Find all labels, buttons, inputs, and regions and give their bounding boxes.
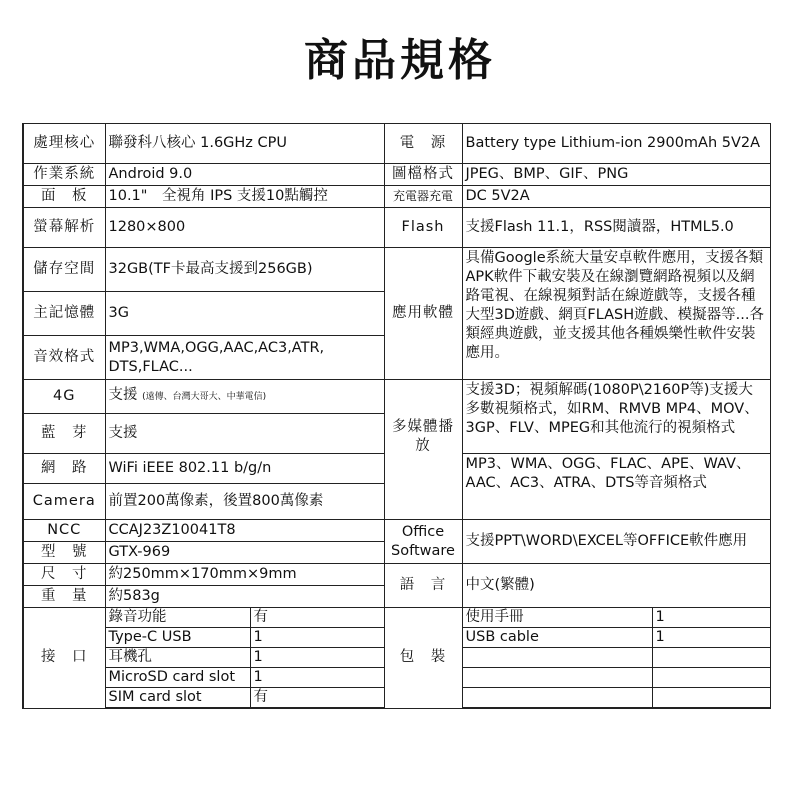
package-item-value: 1 [652, 608, 770, 628]
spec-row [23, 164, 770, 186]
flash-label: Flash [384, 208, 462, 248]
ram-label: 主記憶體 [23, 292, 105, 336]
ram-value: 3G [105, 292, 384, 336]
port-name: SIM card slot [105, 688, 250, 709]
flash-value: 支援Flash 11.1，RSS閱讀器，HTML5.0 [462, 208, 770, 248]
lte-carriers-note: (遠傳、台灣大哥大、中華電信) [142, 392, 267, 402]
port-name: 錄音功能 [105, 608, 250, 628]
package-item-value [652, 648, 770, 668]
spec-row [23, 124, 770, 164]
camera-label: Camera [23, 484, 105, 520]
storage-value: 32GB(TF卡最高支援到256GB) [105, 248, 384, 292]
bluetooth-label: 藍 芽 [23, 414, 105, 454]
network-label: 網 路 [23, 454, 105, 484]
model-label: 型 號 [23, 542, 105, 564]
port-value: 有 [250, 688, 384, 709]
port-value: 1 [250, 628, 384, 648]
port-name: Type-C USB [105, 628, 250, 648]
apps-value: 具備Google系統大量安卓軟件應用，支援各類APK軟件下載安裝及在線瀏覽網路視頻以及網路電視、在線視頻對話在線遊戲等，支援各種大型3D遊戲、網頁FLASH遊戲、模擬器等...各類經典遊戲，並支援其他各種娛樂性軟件安裝應用。 [462, 248, 770, 380]
image-format-value: JPEG、BMP、GIF、PNG [462, 164, 770, 186]
package-label: 包 裝 [384, 608, 462, 709]
resolution-label: 螢幕解析 [23, 208, 105, 248]
office-label: Office Software [384, 520, 462, 564]
package-item-value [652, 668, 770, 688]
storage-label: 儲存空間 [23, 248, 105, 292]
lte-value [105, 380, 384, 414]
size-label: 尺 寸 [23, 564, 105, 586]
package-item-name [462, 688, 652, 709]
bluetooth-value: 支援 [105, 414, 384, 454]
page-title: 商品規格 [304, 35, 496, 86]
weight-value: 約583g [105, 586, 384, 608]
package-item-name: 使用手冊 [462, 608, 652, 628]
power-value: Battery type Lithium-ion 2900mAh 5V2A [462, 124, 770, 164]
port-name: 耳機孔 [105, 648, 250, 668]
port-name: MicroSD card slot [105, 668, 250, 688]
package-item-name [462, 648, 652, 668]
package-item-value [652, 688, 770, 709]
power-label: 電 源 [384, 124, 462, 164]
multimedia-label: 多媒體播放 [384, 380, 462, 520]
language-label: 語 言 [384, 564, 462, 608]
audio-formats-value: MP3、WMA、OGG、FLAC、APE、WAV、AAC、AC3、ATRA、DTS等音頻格式 [462, 454, 770, 520]
os-value: Android 9.0 [105, 164, 384, 186]
office-value: 支援PPT\WORD\EXCEL等OFFICE軟件應用 [462, 520, 770, 564]
spec-row [23, 564, 770, 586]
ncc-label: NCC [23, 520, 105, 542]
size-value: 約250mm×170mm×9mm [105, 564, 384, 586]
port-value: 1 [250, 648, 384, 668]
apps-label: 應用軟體 [384, 248, 462, 380]
ports-row [23, 608, 770, 628]
lte-label: 4G [23, 380, 105, 414]
spec-row [23, 380, 770, 414]
audio-format-label: 音效格式 [23, 336, 105, 380]
resolution-value: 1280×800 [105, 208, 384, 248]
os-label: 作業系統 [23, 164, 105, 186]
video-formats-value: 支援3D；視頻解碼(1080P\2160P等)支援大多數視頻格式，如RM、RMVB MP4、MOV、3GP、FLV、MPEG和其他流行的視頻格式 [462, 380, 770, 454]
model-value: GTX-969 [105, 542, 384, 564]
weight-label: 重 量 [23, 586, 105, 608]
package-item-value: 1 [652, 628, 770, 648]
spec-row [23, 520, 770, 542]
network-value: WiFi iEEE 802.11 b/g/n [105, 454, 384, 484]
language-value: 中文(繁體) [462, 564, 770, 608]
spec-row [23, 208, 770, 248]
ports-label: 接 口 [23, 608, 105, 709]
panel-label: 面 板 [23, 186, 105, 208]
charger-label: 充電器充電 [384, 186, 462, 208]
panel-value: 10.1" 全視角 IPS 支援10點觸控 [105, 186, 384, 208]
spec-table [22, 123, 771, 709]
spec-row [23, 186, 770, 208]
camera-value: 前置200萬像素，後置800萬像素 [105, 484, 384, 520]
package-item-name: USB cable [462, 628, 652, 648]
package-item-name [462, 668, 652, 688]
lte-support-text: 支援 [108, 387, 138, 403]
image-format-label: 圖檔格式 [384, 164, 462, 186]
port-value: 1 [250, 668, 384, 688]
ncc-value: CCAJ23Z10041T8 [105, 520, 384, 542]
port-value: 有 [250, 608, 384, 628]
audio-format-value: MP3,WMA,OGG,AAC,AC3,ATR, DTS,FLAC... [105, 336, 384, 380]
charger-value: DC 5V2A [462, 186, 770, 208]
spec-row [23, 248, 770, 292]
cpu-label: 處理核心 [23, 124, 105, 164]
cpu-value: 聯發科八核心 1.6GHz CPU [105, 124, 384, 164]
